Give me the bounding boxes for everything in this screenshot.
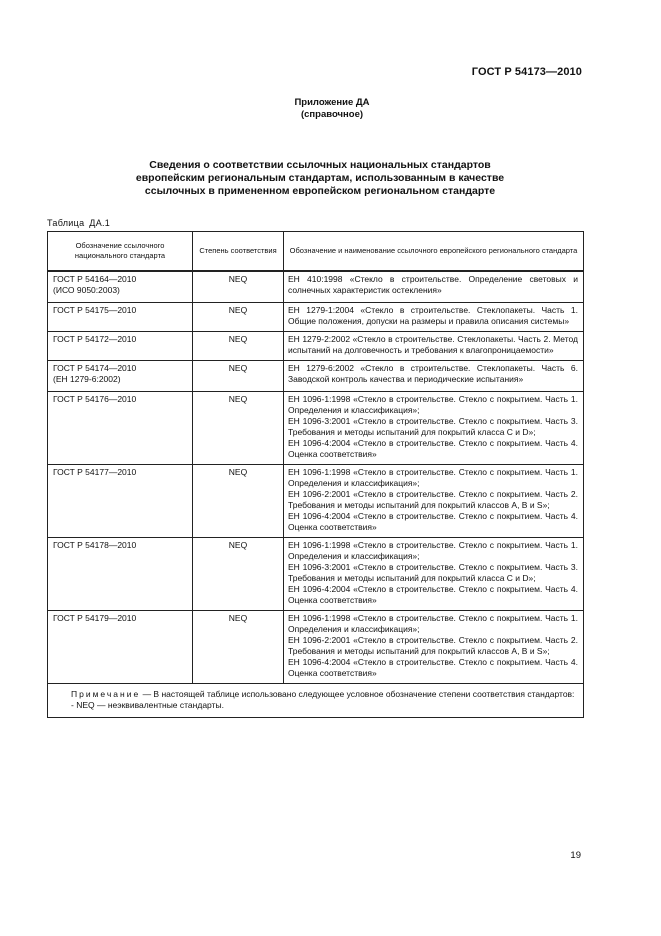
header-european-standard: Обозначение и наименование ссылочного европейского регионального стандарта <box>284 232 584 272</box>
national-standard-cell <box>48 271 193 303</box>
page-number: 19 <box>570 850 581 861</box>
degree-cell: NEQ <box>193 611 284 684</box>
document-number: ГОСТ Р 54173—2010 <box>471 66 582 78</box>
table-note <box>48 684 584 718</box>
section-title-line: ссылочных в примененном европейском региональном стандарте <box>144 185 496 197</box>
appendix-heading <box>0 97 661 121</box>
european-standard-cell <box>284 392 584 465</box>
national-standard-cell <box>48 303 193 332</box>
national-standard-line: ГОСТ Р 54164—2010 <box>53 274 137 284</box>
section-title <box>100 159 540 198</box>
european-standard-entry: ЕН 1096-1:1998 «Стекло в строительстве. Стекло с покрытием. Часть 1. Определения и классификация»; <box>288 394 578 415</box>
table-header-row <box>48 232 584 272</box>
european-standard-entry: ЕН 1096-2:2001 «Стекло в строительстве. Стекло с покрытием. Часть 2. Требования и методы испытаний для покрытий классов А, В и S»; <box>288 489 578 510</box>
national-standard-line: ГОСТ Р 54174—2010 <box>53 363 137 373</box>
european-standard-entry: ЕН 1096-4:2004 «Стекло в строительстве. Стекло с покрытием. Часть 4. Оценка соответствия» <box>288 657 578 678</box>
national-standard-line: ГОСТ Р 54176—2010 <box>53 394 137 404</box>
degree-cell: NEQ <box>193 538 284 611</box>
degree-cell: NEQ <box>193 332 284 361</box>
national-standard-cell <box>48 361 193 392</box>
european-standard-entry: ЕН 1096-2:2001 «Стекло в строительстве. Стекло с покрытием. Часть 2. Требования и методы испытаний для покрытий классов А, В и S»; <box>288 635 578 656</box>
degree-cell: NEQ <box>193 303 284 332</box>
european-standard-entry: ЕН 1279-6:2002 «Стекло в строительстве. Стеклопакеты. Часть 6. Заводской контроль качества и периодические испытания» <box>288 363 578 384</box>
national-standard-cell <box>48 392 193 465</box>
european-standard-entry: ЕН 1096-1:1998 «Стекло в строительстве. Стекло с покрытием. Часть 1. Определения и классификация»; <box>288 613 578 634</box>
european-standard-entry: ЕН 1279-2:2002 «Стекло в строительстве. Стеклопакеты. Часть 2. Метод испытаний на долговечность и требования к влагопроницаемости» <box>288 334 578 355</box>
header-national-standard: Обозначение ссылочного национального стандарта <box>48 232 193 272</box>
degree-cell: NEQ <box>193 271 284 303</box>
note-row <box>48 684 584 718</box>
table-caption <box>47 218 110 228</box>
national-standard-cell <box>48 611 193 684</box>
section-title-line: Сведения о соответствии ссылочных национальных стандартов <box>149 159 491 171</box>
table-row <box>48 465 584 538</box>
table-body <box>48 271 584 684</box>
european-standard-cell <box>284 538 584 611</box>
appendix-subtitle: (справочное) <box>300 109 364 120</box>
national-standard-line: ГОСТ Р 54179—2010 <box>53 613 137 623</box>
header-degree: Степень соответствия <box>193 232 284 272</box>
table-caption-number: ДА.1 <box>89 218 111 228</box>
appendix-title: Приложение ДА <box>294 97 370 108</box>
table-caption-word: Таблица <box>47 218 85 228</box>
european-standard-entry: ЕН 1096-4:2004 «Стекло в строительстве. Стекло с покрытием. Часть 4. Оценка соответствия» <box>288 584 578 605</box>
note-label: Примечание <box>71 689 141 699</box>
national-standard-line: (ИСО 9050:2003) <box>53 285 120 295</box>
european-standard-cell <box>284 303 584 332</box>
degree-cell: NEQ <box>193 465 284 538</box>
degree-cell: NEQ <box>193 392 284 465</box>
table-row <box>48 332 584 361</box>
european-standard-entry: ЕН 410:1998 «Стекло в строительстве. Определение световых и солнечных характеристик остекления» <box>288 274 578 295</box>
correspondence-table <box>47 231 584 718</box>
table-row <box>48 271 584 303</box>
national-standard-line: ГОСТ Р 54175—2010 <box>53 305 137 315</box>
national-standard-line: (ЕН 1279-6:2002) <box>53 374 121 384</box>
table-row <box>48 611 584 684</box>
european-standard-entry: ЕН 1096-3:2001 «Стекло в строительстве. Стекло с покрытием. Часть 3. Требования и методы испытаний для покрытий класса С и D»; <box>288 562 578 583</box>
section-title-line: европейским региональным стандартам, использованным в качестве <box>135 172 505 184</box>
european-standard-cell <box>284 611 584 684</box>
national-standard-line: ГОСТ Р 54178—2010 <box>53 540 137 550</box>
note-text <box>53 689 578 700</box>
national-standard-cell <box>48 538 193 611</box>
table-row <box>48 303 584 332</box>
european-standard-entry: ЕН 1096-4:2004 «Стекло в строительстве. Стекло с покрытием. Часть 4. Оценка соответствия» <box>288 438 578 459</box>
european-standard-entry: ЕН 1279-1:2004 «Стекло в строительстве. Стеклопакеты. Часть 1. Общие положения, допуски на размеры и правила описания системы» <box>288 305 578 326</box>
european-standard-cell <box>284 332 584 361</box>
national-standard-cell <box>48 332 193 361</box>
national-standard-line: ГОСТ Р 54177—2010 <box>53 467 137 477</box>
european-standard-cell <box>284 361 584 392</box>
european-standard-entry: ЕН 1096-1:1998 «Стекло в строительстве. Стекло с покрытием. Часть 1. Определения и классификация»; <box>288 540 578 561</box>
note-item: - NEQ — неэквивалентные стандарты. <box>71 700 224 710</box>
degree-cell: NEQ <box>193 361 284 392</box>
european-standard-entry: ЕН 1096-4:2004 «Стекло в строительстве. Стекло с покрытием. Часть 4. Оценка соответствия» <box>288 511 578 532</box>
table-row <box>48 538 584 611</box>
note-body: — В настоящей таблице использовано следующее условное обозначение степени соответствия стандартов: <box>140 689 575 699</box>
national-standard-line: ГОСТ Р 54172—2010 <box>53 334 137 344</box>
european-standard-entry: ЕН 1096-3:2001 «Стекло в строительстве. Стекло с покрытием. Часть 3. Требования и методы испытаний для покрытий класса С и D»; <box>288 416 578 437</box>
european-standard-cell <box>284 271 584 303</box>
european-standard-entry: ЕН 1096-1:1998 «Стекло в строительстве. Стекло с покрытием. Часть 1. Определения и классификация»; <box>288 467 578 488</box>
table-row <box>48 361 584 392</box>
national-standard-cell <box>48 465 193 538</box>
table-row <box>48 392 584 465</box>
european-standard-cell <box>284 465 584 538</box>
